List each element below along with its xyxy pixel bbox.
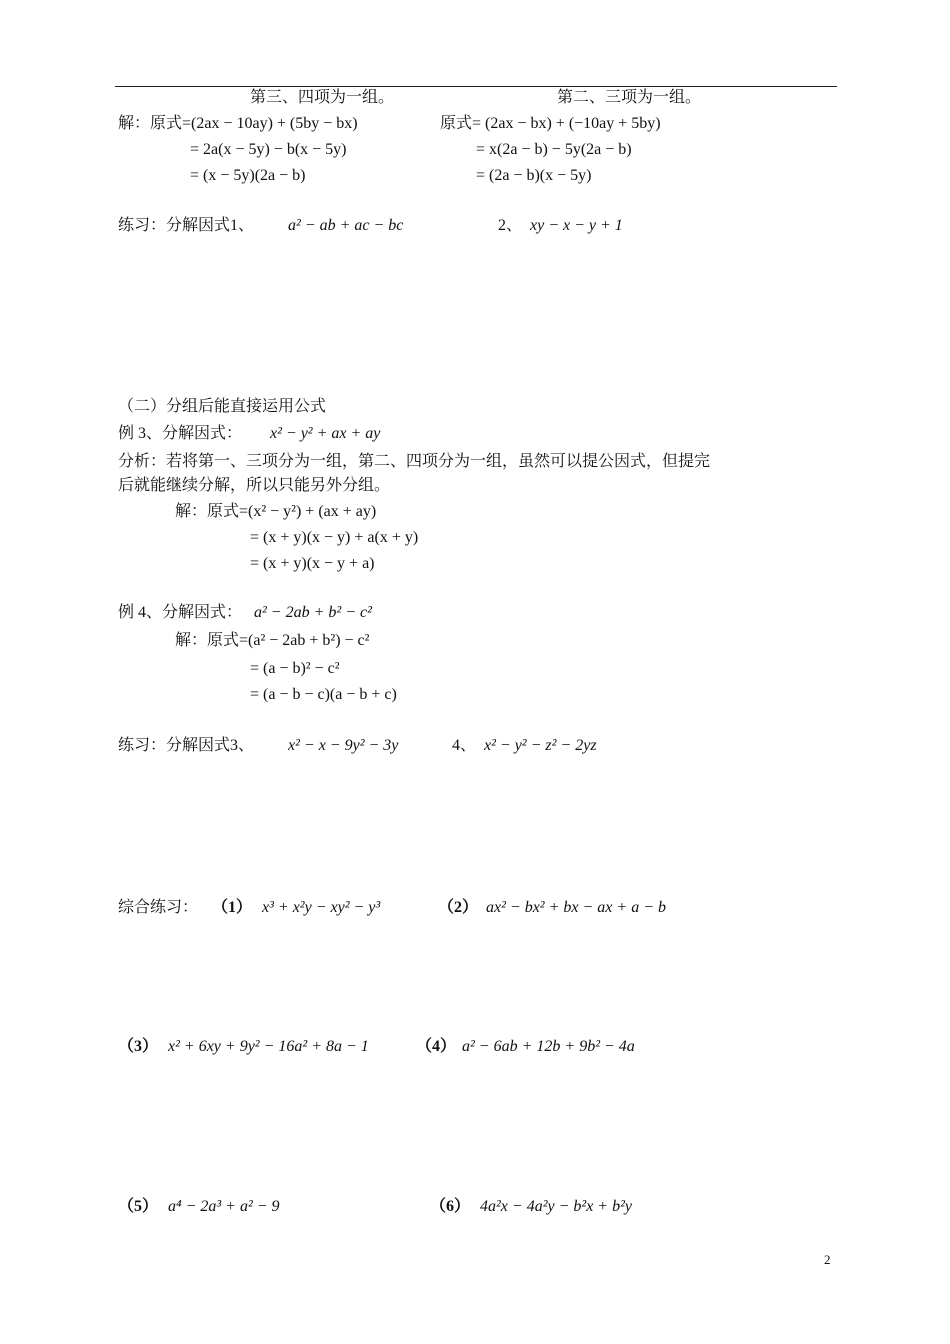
solution1-left-step2: = 2a(x − 5y) − b(x − 5y) (190, 141, 347, 158)
example3-step3: = (x + y)(x − y + a) (250, 555, 375, 572)
comprehensive-item1-number: （1） (212, 899, 253, 916)
example3-step1: 解：原式=(x² − y²) + (ax + ay) (175, 503, 377, 520)
solution1-left-step3: = (x − 5y)(2a − b) (190, 167, 306, 184)
example4-expr: a² − 2ab + b² − c² (254, 604, 372, 621)
example3-step2: = (x + y)(x − y) + a(x + y) (250, 529, 419, 546)
header-right-group: 第二、三项为一组。 (557, 89, 702, 106)
practice2-expr3: x² − x − 9y² − 3y (288, 737, 399, 754)
example4-step1: 解：原式=(a² − 2ab + b²) − c² (175, 632, 370, 649)
solution1-left-step1: 解：原式=(2ax − 10ay) + (5by − bx) (118, 115, 358, 132)
solution1-right-step1: 原式= (2ax − bx) + (−10ay + 5by) (440, 115, 661, 132)
comprehensive-item6-number: （6） (430, 1198, 471, 1215)
header-left-group: 第三、四项为一组。 (250, 89, 395, 106)
example3-analysis-line2: 后就能继续分解，所以只能另外分组。 (118, 477, 391, 494)
practice2-num4: 4、 (452, 737, 477, 754)
practice1-label: 练习：分解因式1、 (118, 217, 255, 234)
comprehensive-label: 综合练习： (118, 899, 199, 916)
section2-title: （二）分组后能直接运用公式 (118, 398, 327, 415)
comprehensive-item2-number: （2） (438, 899, 479, 916)
example4-step3: = (a − b − c)(a − b + c) (250, 686, 397, 703)
practice1-expr1: a² − ab + ac − bc (288, 217, 404, 234)
comprehensive-item6-expr: 4a²x − 4a²y − b²x + b²y (480, 1198, 632, 1215)
comprehensive-item4-expr: a² − 6ab + 12b + 9b² − 4a (462, 1038, 635, 1055)
comprehensive-item5-number: （5） (118, 1198, 159, 1215)
comprehensive-item3-expr: x² + 6xy + 9y² − 16a² + 8a − 1 (168, 1038, 369, 1055)
comprehensive-item3-number: （3） (118, 1038, 159, 1055)
example4-step2: = (a − b)² − c² (250, 660, 340, 677)
header-rule (115, 86, 837, 87)
comprehensive-item2-expr: ax² − bx² + bx − ax + a − b (486, 899, 666, 916)
example3-analysis-line1: 分析：若将第一、三项分为一组，第二、四项分为一组，虽然可以提公因式，但提完 (118, 453, 711, 470)
solution1-right-step3: = (2a − b)(x − 5y) (476, 167, 592, 184)
comprehensive-item1-expr: x³ + x²y − xy² − y³ (262, 899, 381, 916)
practice1-expr2: xy − x − y + 1 (530, 217, 623, 234)
comprehensive-item4-number: （4） (416, 1038, 457, 1055)
example3-label: 例 3、分解因式： (118, 425, 243, 442)
example4-label: 例 4、分解因式： (118, 604, 243, 621)
practice1-num2: 2、 (498, 217, 523, 234)
page-number: 2 (824, 1252, 831, 1267)
solution1-right-step2: = x(2a − b) − 5y(2a − b) (476, 141, 632, 158)
practice2-label: 练习：分解因式3、 (118, 737, 255, 754)
practice2-expr4: x² − y² − z² − 2yz (484, 737, 597, 754)
comprehensive-item5-expr: a⁴ − 2a³ + a² − 9 (168, 1198, 280, 1215)
example3-expr: x² − y² + ax + ay (270, 425, 381, 442)
